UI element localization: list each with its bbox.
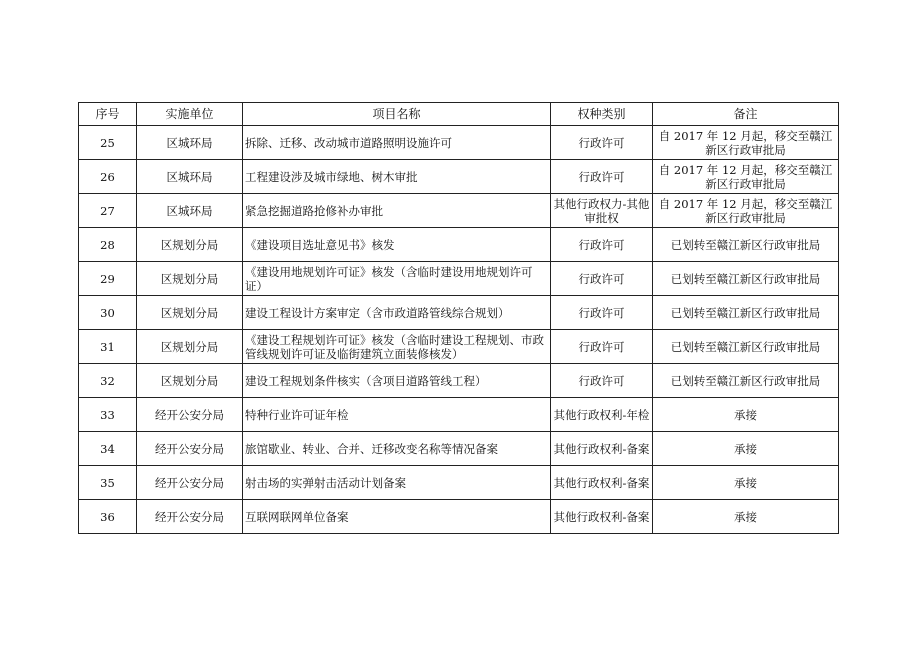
row-remarks: 已划转至赣江新区行政审批局 xyxy=(653,262,839,296)
row-serial-number: 26 xyxy=(79,160,137,194)
row-implementing-unit: 区规划分局 xyxy=(137,296,243,330)
row-serial-number: 28 xyxy=(79,228,137,262)
row-item-name: 特种行业许可证年检 xyxy=(243,398,551,432)
row-item-name: 旅馆歇业、转业、合并、迁移改变名称等情况备案 xyxy=(243,432,551,466)
header-remarks: 备注 xyxy=(653,103,839,126)
row-remarks: 承接 xyxy=(653,466,839,500)
row-item-name: 工程建设涉及城市绿地、树木审批 xyxy=(243,160,551,194)
table-row xyxy=(79,364,839,398)
row-remarks: 承接 xyxy=(653,398,839,432)
row-serial-number: 31 xyxy=(79,330,137,364)
header-serial-number: 序号 xyxy=(79,103,137,126)
row-power-type: 其他行政权利-备案 xyxy=(551,500,653,534)
row-serial-number: 34 xyxy=(79,432,137,466)
row-implementing-unit: 区规划分局 xyxy=(137,364,243,398)
table-header-row xyxy=(79,103,839,126)
row-implementing-unit: 区规划分局 xyxy=(137,228,243,262)
row-power-type: 行政许可 xyxy=(551,364,653,398)
row-item-name: 《建设工程规划许可证》核发（含临时建设工程规划、市政管线规划许可证及临街建筑立面装修核发） xyxy=(243,330,551,364)
row-remarks: 已划转至赣江新区行政审批局 xyxy=(653,228,839,262)
row-item-name: 互联网联网单位备案 xyxy=(243,500,551,534)
row-remarks: 自 2017 年 12 月起，移交至赣江新区行政审批局 xyxy=(653,160,839,194)
row-remarks: 承接 xyxy=(653,432,839,466)
row-serial-number: 27 xyxy=(79,194,137,228)
row-power-type: 行政许可 xyxy=(551,296,653,330)
table-row xyxy=(79,466,839,500)
row-remarks: 已划转至赣江新区行政审批局 xyxy=(653,364,839,398)
table-row xyxy=(79,330,839,364)
row-serial-number: 30 xyxy=(79,296,137,330)
row-item-name: 射击场的实弹射击活动计划备案 xyxy=(243,466,551,500)
table-row xyxy=(79,432,839,466)
row-power-type: 其他行政权利-备案 xyxy=(551,466,653,500)
table-row xyxy=(79,262,839,296)
row-item-name: 拆除、迁移、改动城市道路照明设施许可 xyxy=(243,126,551,160)
row-serial-number: 29 xyxy=(79,262,137,296)
row-power-type: 行政许可 xyxy=(551,262,653,296)
row-implementing-unit: 区规划分局 xyxy=(137,330,243,364)
row-serial-number: 25 xyxy=(79,126,137,160)
table-row xyxy=(79,398,839,432)
row-item-name: 《建设项目选址意见书》核发 xyxy=(243,228,551,262)
row-serial-number: 32 xyxy=(79,364,137,398)
table-row xyxy=(79,296,839,330)
row-implementing-unit: 经开公安分局 xyxy=(137,398,243,432)
header-item-name: 项目名称 xyxy=(243,103,551,126)
row-implementing-unit: 经开公安分局 xyxy=(137,500,243,534)
row-remarks: 自 2017 年 12 月起，移交至赣江新区行政审批局 xyxy=(653,126,839,160)
row-implementing-unit: 区城环局 xyxy=(137,126,243,160)
row-power-type: 其他行政权利-备案 xyxy=(551,432,653,466)
approval-items-table xyxy=(78,102,839,534)
row-remarks: 承接 xyxy=(653,500,839,534)
row-power-type: 行政许可 xyxy=(551,160,653,194)
row-item-name: 建设工程设计方案审定（含市政道路管线综合规划） xyxy=(243,296,551,330)
row-remarks: 已划转至赣江新区行政审批局 xyxy=(653,296,839,330)
row-item-name: 《建设用地规划许可证》核发（含临时建设用地规划许可证） xyxy=(243,262,551,296)
row-item-name: 建设工程规划条件核实（含项目道路管线工程） xyxy=(243,364,551,398)
row-serial-number: 33 xyxy=(79,398,137,432)
row-power-type: 行政许可 xyxy=(551,330,653,364)
row-implementing-unit: 经开公安分局 xyxy=(137,432,243,466)
table-row xyxy=(79,228,839,262)
row-implementing-unit: 区规划分局 xyxy=(137,262,243,296)
row-power-type: 其他行政权力-其他审批权 xyxy=(551,194,653,228)
table-row xyxy=(79,126,839,160)
row-implementing-unit: 经开公安分局 xyxy=(137,466,243,500)
table-row xyxy=(79,194,839,228)
header-power-type: 权种类别 xyxy=(551,103,653,126)
row-remarks: 自 2017 年 12 月起，移交至赣江新区行政审批局 xyxy=(653,194,839,228)
row-remarks: 已划转至赣江新区行政审批局 xyxy=(653,330,839,364)
table-row xyxy=(79,160,839,194)
row-item-name: 紧急挖掘道路抢修补办审批 xyxy=(243,194,551,228)
row-power-type: 行政许可 xyxy=(551,228,653,262)
row-implementing-unit: 区城环局 xyxy=(137,194,243,228)
row-serial-number: 35 xyxy=(79,466,137,500)
row-power-type: 行政许可 xyxy=(551,126,653,160)
table-row xyxy=(79,500,839,534)
row-power-type: 其他行政权利-年检 xyxy=(551,398,653,432)
row-serial-number: 36 xyxy=(79,500,137,534)
row-implementing-unit: 区城环局 xyxy=(137,160,243,194)
header-implementing-unit: 实施单位 xyxy=(137,103,243,126)
